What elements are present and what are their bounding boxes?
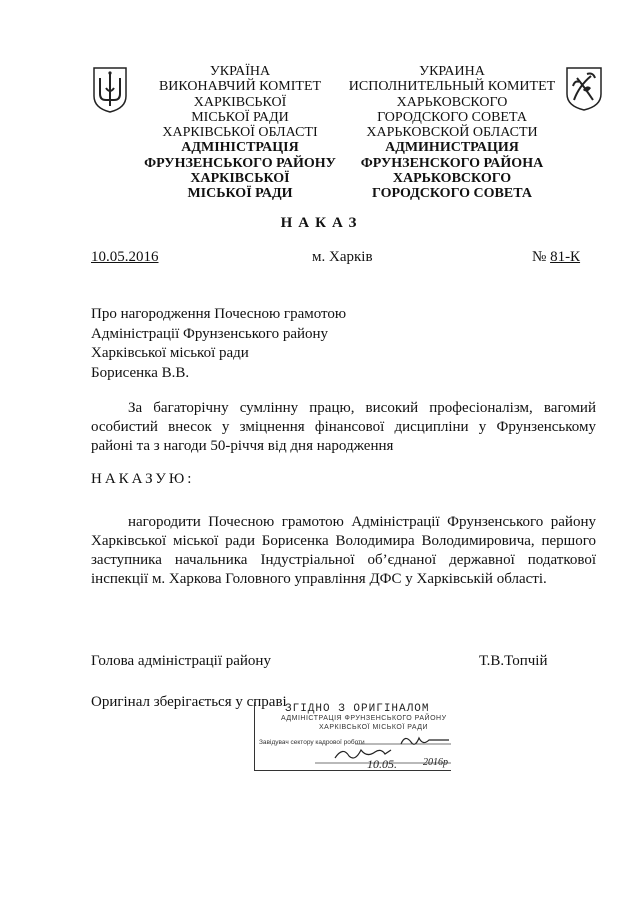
document-title: НАКАЗ [280, 215, 363, 231]
header-left-line: МІСЬКОЇ РАДИ [191, 109, 289, 125]
kharkiv-city-coat-of-arms-icon [565, 66, 603, 112]
subject-line: Борисенка В.В. [91, 364, 190, 381]
header-right-line: ХАРЬКОВСКОГО [396, 94, 508, 110]
stamp-title: ЗГІДНО З ОРИГІНАЛОМ [285, 703, 430, 715]
header-left-line: ХАРКІВСЬКОЇ [190, 171, 290, 187]
header-right-line: ГОРОДСКОГО СОВЕТА [372, 186, 532, 202]
header-left-line: УКРАЇНА [209, 64, 271, 79]
decision-paragraph: нагородити Почесною грамотою Адміністрації Фрунзенського району Харківської міської ради Борисенка Володимира Володимировича, першого заступника начальника Індустріальної об’єднаної державної податкової інспекції м. Харкова Головного управління ДФС у Харківській області. [91, 514, 596, 587]
stamp-year: 2016р [423, 757, 448, 768]
header-left-line: ВИКОНАВЧИЙ КОМІТЕТ [158, 79, 322, 95]
stamp-organization-line: АДМІНІСТРАЦІЯ ФРУНЗЕНСЬКОГО РАЙОНУ [281, 715, 447, 722]
header-left-line: МІСЬКОЇ РАДИ [187, 186, 293, 202]
header-right-line: ХАРЬКОВСКОЙ ОБЛАСТИ [366, 125, 538, 141]
subject-line: Харківської міської ради [91, 345, 249, 361]
stamp-date: 10.05. [367, 757, 397, 771]
header-right-line: ИСПОЛНИТЕЛЬНЫЙ КОМИТЕТ [348, 79, 556, 95]
subject-line: Про нагородження Почесною грамотою [91, 306, 347, 322]
header-right-line: ХАРЬКОВСКОГО [392, 171, 512, 187]
trident-coat-of-arms-icon [92, 66, 128, 114]
header-right-russian [348, 64, 556, 202]
header-right-line: УКРАИНА [419, 64, 485, 79]
order-city: м. Харків [312, 249, 373, 265]
header-right-line: ФРУНЗЕНСКОГО РАЙОНА [360, 155, 544, 171]
stamp-organization-line: ХАРКІВСЬКОЇ МІСЬКОЇ РАДИ [319, 724, 429, 731]
order-date: 10.05.2016 [91, 249, 159, 265]
order-number-prefix: № [532, 249, 547, 265]
preamble-paragraph: За багаторічну сумлінну працю, високий професіоналізм, вагомий особистий внесок у зміцнення фінансової дисципліни у Фрунзенському районі та з нагоди 50-річчя від дня народження [91, 400, 596, 454]
subject-line: Адміністрації Фрунзенського району [91, 325, 329, 342]
header-left-ukrainian [135, 64, 345, 202]
header-left-line: ХАРКІВСЬКОЇ [193, 94, 287, 110]
order-directive-word: НАКАЗУЮ: [91, 471, 195, 487]
order-number-value: 81-К [550, 249, 581, 265]
header-right-line: АДМИНИСТРАЦИЯ [385, 140, 519, 156]
signatory-name: Т.В.Топчій [479, 653, 548, 669]
certification-stamp [254, 702, 451, 771]
stamp-position: Завідувач сектору кадрової роботи [259, 739, 365, 746]
signatory-position: Голова адміністрації району [91, 653, 271, 669]
header-right-line: ГОРОДСКОГО СОВЕТА [377, 109, 527, 125]
header-left-line: АДМІНІСТРАЦІЯ [181, 140, 299, 156]
header-left-line: ФРУНЗЕНСЬКОГО РАЙОНУ [144, 155, 336, 171]
original-location-note: Оригінал зберігається у справі [91, 694, 287, 710]
order-subject [91, 305, 346, 383]
header-left-line: ХАРКІВСЬКОЇ ОБЛАСТІ [162, 125, 318, 141]
order-number [532, 249, 580, 266]
